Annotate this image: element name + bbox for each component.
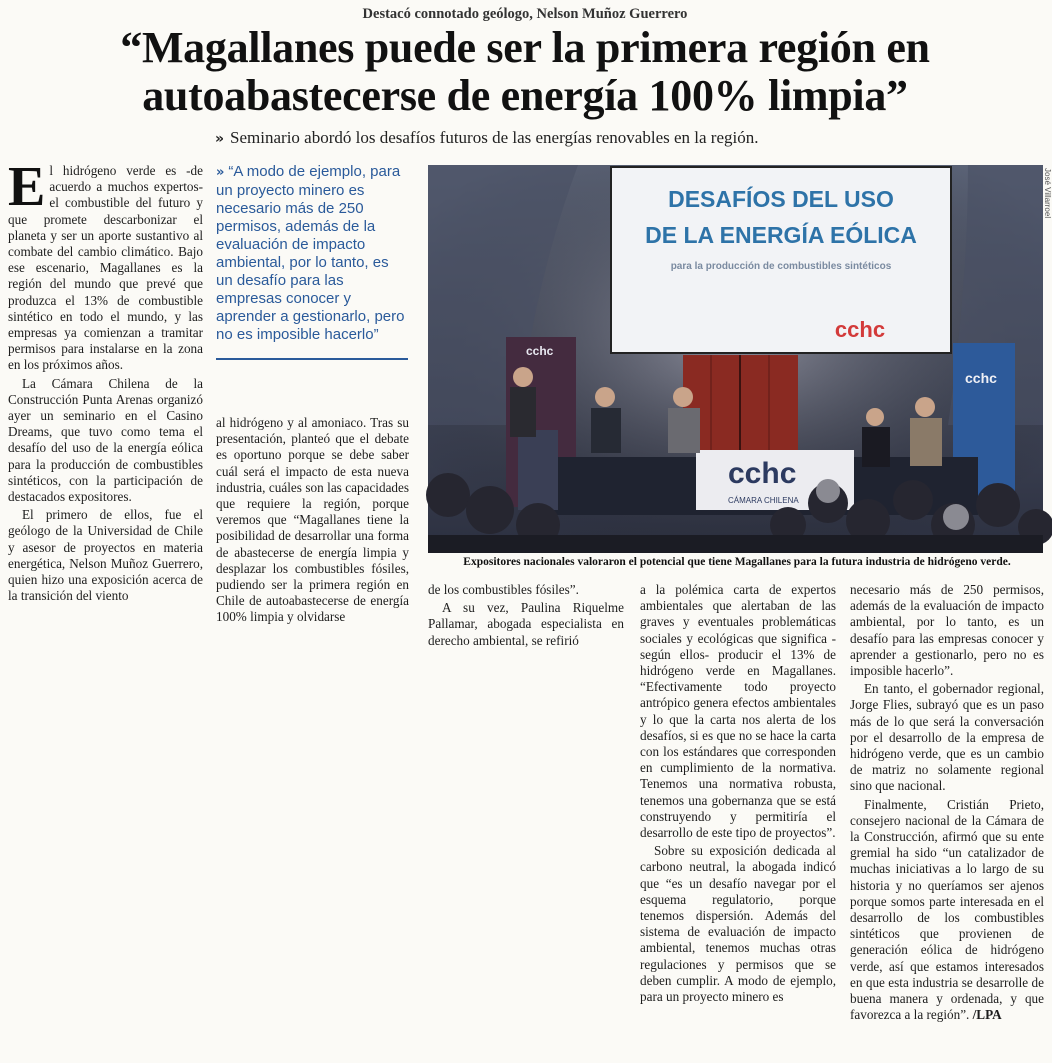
- event-photo-illustration: [428, 165, 1043, 553]
- paragraph: El primero de ellos, fue el geólogo de la Universidad de Chile y asesor de proyectos en materia energética, Nelson Muñoz Guerrero, quien hizo una exposición acerca de la transición del viento: [8, 507, 203, 604]
- event-photo: [428, 165, 1043, 553]
- paragraph: En tanto, el gobernador regional, Jorge Flies, subrayó que es un paso más de lo que será la conversación por el desarrollo de la empresa de hidrógeno verde, que es un cambio de matriz no solamente regional sino que nacional.: [850, 681, 1044, 794]
- screen-title-1: DESAFÍOS DEL USO: [668, 186, 894, 212]
- paragraph: [850, 797, 1044, 1024]
- signature: /LPA: [972, 1007, 1002, 1023]
- banner-logo: cchc: [526, 344, 554, 358]
- pull-quote-text: “A modo de ejemplo, para un proyecto minero es necesario más de 250 permisos, además de la evaluación de impacto ambiental, por lo tanto, es un desafío para las empresas conocer y aprender a gestionarlo, pero no es imposible hacerlo”: [216, 163, 405, 343]
- paragraph: La Cámara Chilena de la Construcción Punta Arenas organizó ayer un seminario en el Casino Dreams, que tuvo como tema el desafío del uso de la energía eólica para la producción de combustibles sintéticos, con la participación de destacados expositores.: [8, 375, 203, 505]
- kicker: Destacó connotado geólogo, Nelson Muñoz Guerrero: [362, 6, 688, 22]
- paragraph: Sobre su exposición dedicada al carbono neutral, la abogada indicó que “es un desafío navegar por el esquema regulatorio, porque tenemos dispersión. Además del sistema de evaluación de impacto ambiental, tenemos muchas otras regulaciones y permisos que se deben cumplir. A modo de ejemplo, para un proyecto minero es: [640, 843, 836, 1005]
- banner-logo-right: cchc: [965, 370, 997, 386]
- article-column-5: [850, 582, 1044, 1025]
- screen-subtitle: para la producción de combustibles sintéticos: [670, 261, 892, 272]
- article-column-3: [428, 582, 624, 651]
- screen-title-2: DE LA ENERGÍA EÓLICA: [645, 222, 917, 248]
- headline: “Magallanes puede ser la primera región en autoabastecerse de energía 100% limpia”: [120, 23, 930, 120]
- deck: [215, 128, 1045, 148]
- paragraph: A su vez, Paulina Riquelme Pallamar, abogada especialista en derecho ambiental, se refirió: [428, 600, 624, 648]
- article-column-4: [640, 582, 836, 1007]
- drop-cap: E: [8, 156, 46, 218]
- paragraph: [8, 156, 203, 374]
- paragraph-text: Finalmente, Cristián Prieto, consejero nacional de la Cámara de la Construcción, afirmó que su ente gremial ha sido “un catalizador de muchas iniciativas a lo largo de su historia y no queríamos ser ajenos porque somos parte interesada en el desarrollo de los combustibles sintéticos que provienen de generación eólica de hidrógeno verde, así que estamos interesados en que esta industria se desarrolle de buena manera y ordenada, y que favorezca a la región”.: [850, 796, 1044, 1023]
- stage-logo: cchc: [728, 457, 797, 490]
- double-chevron-icon: »: [215, 131, 225, 147]
- paragraph: al hidrógeno y al amoniaco. Tras su presentación, planteó que el debate es oportuno porque se debe saber cuál será el impacto de esta nueva industria, cuáles son las capacidades que requiere la región, porque veremos que “Magallanes tiene la posibilidad de desarrollar una forma de abastecerse de energía limpia y desplazar los combustibles fósiles, pudiendo ser la primera región en Chile de autoabastecerse de energía 100% limpia y olvidarse: [216, 415, 409, 625]
- paragraph: de los combustibles fósiles”.: [428, 582, 579, 597]
- paragraph-text: l hidrógeno verde es -de acuerdo a muchos expertos- el combustible del futuro y que promete descarbonizar el planeta y ser un aporte sustantivo al combate del cambio climático. Bajo ese escenario, Magallanes es la región del mundo que prevé que produzca el 13% de combustible sintético en todo el mundo, y las empresas ya comienzan a tramitar permisos para instalarse en la zona en los próximos años.: [8, 163, 203, 373]
- photo-caption: Expositores nacionales valoraron el potencial que tiene Magallanes para la futura industria de hidrógeno verde.: [463, 556, 1011, 568]
- paragraph: a la polémica carta de expertos ambientales que alertaban de las graves y eventuales problemáticas sociales y ecológicas que significa -según ellos- producir el 13% de hidrógeno verde en Magallanes. “Efectivamente todo proyecto antrópico genera efectos ambientales y lo que la carta nos alerta de los desafíos, si es que no se hace la carta con los estándares que corresponden en cumplimiento de la normativa. Tenemos una normativa robusta, tenemos una gobernanza que se está construyendo y permitiría el desarrollo de este tipo de proyectos”.: [640, 582, 836, 841]
- stage-banner-text: CÁMARA CHILENA: [728, 496, 799, 505]
- pull-quote: [216, 163, 408, 360]
- deck-text: Seminario abordó los desafíos futuros de las energías renovables en la región.: [230, 128, 759, 147]
- photo-credit: José Villarroel: [1043, 168, 1052, 219]
- double-chevron-icon: »: [216, 165, 225, 180]
- article-column-2: [216, 415, 409, 628]
- screen-logo: cchc: [834, 317, 886, 342]
- paragraph: necesario más de 250 permisos, además de la evaluación de impacto ambiental, por lo tanto, es un desafío para las empresas conocer y aprender a gestionarlo, pero no es imposible hacerlo”.: [850, 582, 1044, 679]
- article-column-1: [8, 156, 203, 606]
